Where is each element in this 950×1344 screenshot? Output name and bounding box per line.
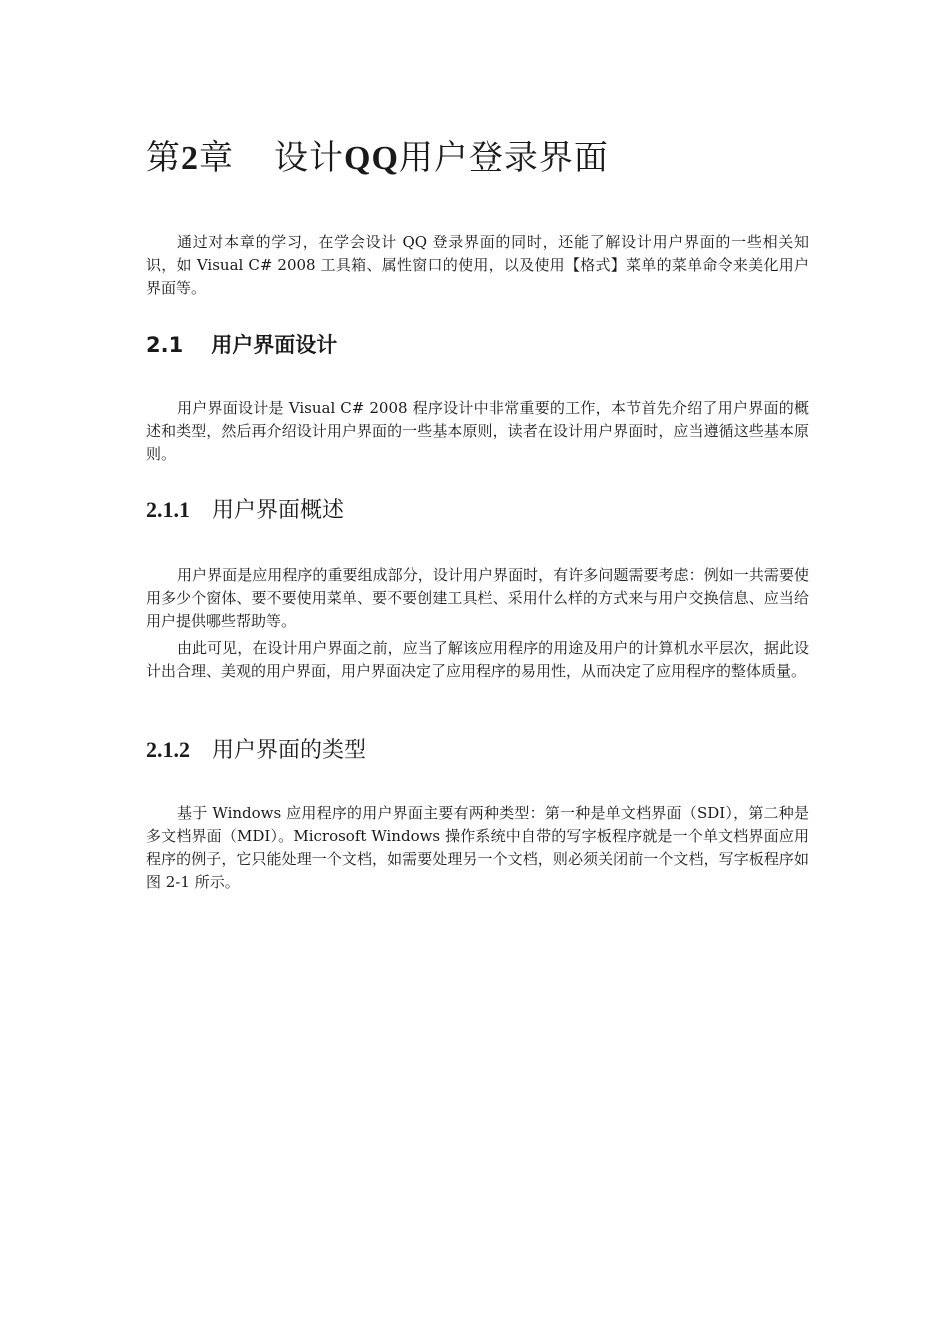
section-2-1-paragraph: 用户界面设计是 Visual C# 2008 程序设计中非常重要的工作，本节首先介绍了用户界面的概述和类型，然后再介绍设计用户界面的一些基本原则，读者在设计用户界面时，应当遵循这些基本原则。 [146,399,809,463]
chapter-title-part1: 设计 [274,138,344,178]
chapter-label-suffix: 章 [199,138,234,178]
section-2-1-2-paragraph: 基于 Windows 应用程序的用户界面主要有两种类型：第一种是单文档界面（SDI），第二种是多文档界面（MDI）。Microsoft Windows 操作系统中自带的写字板程序就是一个单文档界面应用程序的例子，它只能处理一个文档，如需要处理另一个文档，则必须关闭前一个文档，写字板程序如图 2-1 所示。 [146,804,809,891]
section-2-1-1-title: 用户界面概述 [212,498,345,523]
chapter-title-qq: QQ [344,140,399,177]
chapter-title-part2: 用户登录界面 [398,138,609,178]
section-2-1-1-paragraph-2: 由此可见，在设计用户界面之前，应当了解该应用程序的用途及用户的计算机水平层次，据此设计出合理、美观的用户界面，用户界面决定了应用程序的易用性，从而决定了应用程序的整体质量。 [146,639,809,680]
intro-paragraph: 通过对本章的学习，在学会设计 QQ 登录界面的同时，还能了解设计用户界面的一些相关知识，如 Visual C# 2008 工具箱、属性窗口的使用，以及使用【格式】菜单的菜单命令来美化用户界面等。 [146,233,809,297]
chapter-number: 2 [181,140,199,177]
section-2-1-1-paragraph-1: 用户界面是应用程序的重要组成部分，设计用户界面时，有许多问题需要考虑：例如一共需要使用多少个窗体、要不要使用菜单、要不要创建工具栏、采用什么样的方式来与用户交换信息、应当给用户提供哪些帮助等。 [146,566,809,630]
chapter-label-prefix: 第 [146,138,181,178]
section-2-1-1-heading [146,494,344,527]
section-2-1-heading [146,330,337,360]
section-2-1-1-number: 2.1.1 [146,497,190,522]
section-2-1-2-title: 用户界面的类型 [212,738,367,763]
section-2-1-2-number: 2.1.2 [146,737,190,762]
section-2-1-number: 2.1 [146,333,184,357]
section-2-1-title: 用户界面设计 [211,333,338,357]
chapter-title [146,134,609,183]
section-2-1-2-heading [146,734,366,767]
